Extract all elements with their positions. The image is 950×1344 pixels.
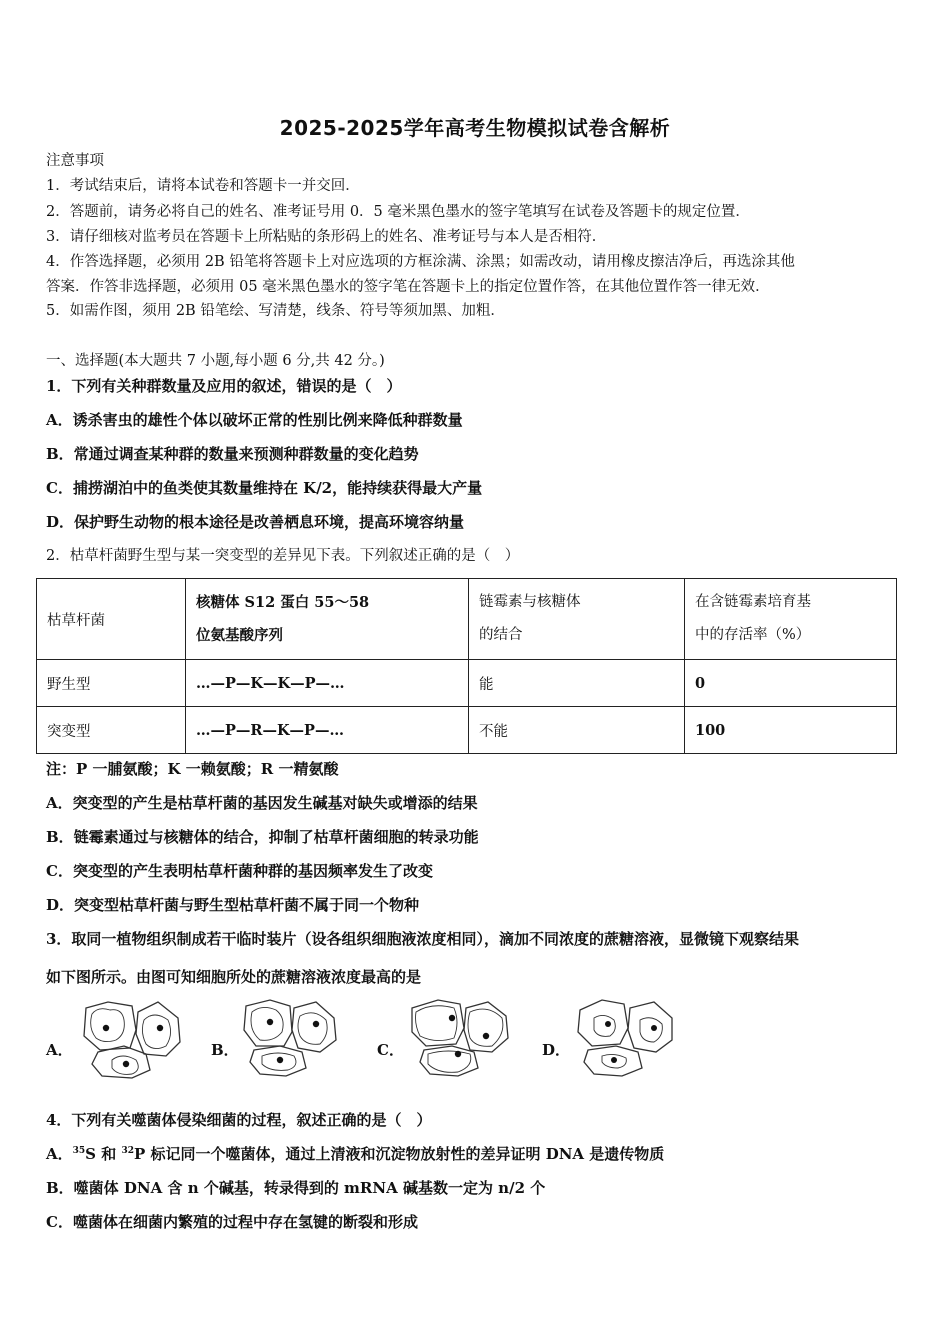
notice-item: 4．作答选择题，必须用 2B 铅笔将答题卡上对应选项的方框涂满、涂黑；如需改动，请用橡皮擦洁净后，再选涂其他	[46, 254, 795, 270]
question-2-option-d: D．突变型枯草杆菌与野生型枯草杆菌不属于同一个物种	[46, 896, 420, 914]
table-header-cell	[186, 579, 469, 660]
table-cell: 突变型	[37, 707, 186, 754]
question-3-stem: 3．取同一植物组织制成若干临时装片（设各组织细胞液浓度相同），滴加不同浓度的蔗糖溶液，显微镜下观察结果	[46, 930, 799, 948]
header-line: 核糖体 S12 蛋白 55～58	[196, 594, 370, 611]
plant-cell-figure-a	[78, 998, 186, 1080]
notice-item: 2．答题前，请务必将自己的姓名、准考证号用 0．5 毫米黑色墨水的签字笔填写在试卷及答题卡的规定位置．	[46, 204, 750, 220]
question-1-option-d: D．保护野生动物的根本途径是改善栖息环境，提高环境容纳量	[46, 513, 465, 531]
header-line: 链霉素与核糖体	[479, 594, 581, 610]
notice-heading: 注意事项	[46, 153, 104, 169]
table-cell: …—P—K—K—P—…	[186, 660, 469, 707]
question-2-option-a: A．突变型的产生是枯草杆菌的基因发生碱基对缺失或增添的结果	[46, 794, 478, 812]
question-1-option-a: A．诱杀害虫的雄性个体以破坏正常的性别比例来降低种群数量	[46, 411, 463, 429]
question-4-option-a	[46, 1144, 664, 1164]
plant-cell-figure-d	[574, 998, 676, 1078]
table-header-cell	[469, 579, 685, 660]
section-heading: 一、选择题(本大题共 7 小题,每小题 6 分,共 42 分。)	[46, 353, 385, 369]
table-cell: 0	[685, 660, 897, 707]
table-cell: …—P—R—K—P—…	[186, 707, 469, 754]
option-text: S 和	[85, 1145, 122, 1163]
plant-cell-figure-c	[408, 998, 510, 1078]
table-cell: 100	[685, 707, 897, 754]
question-2-option-b: B．链霉素通过与核糖体的结合，抑制了枯草杆菌细胞的转录功能	[46, 828, 479, 846]
table-cell: 野生型	[37, 660, 186, 707]
question-2-stem: 2．枯草杆菌野生型与某一突变型的差异见下表。下列叙述正确的是（ ）	[46, 548, 520, 564]
header-line: 的结合	[479, 627, 523, 643]
isotope-superscript: 32	[121, 1146, 134, 1156]
figure-label-c: C．	[377, 1041, 404, 1059]
notice-item: 1．考试结束后，请将本试卷和答题卡一并交回．	[46, 178, 360, 194]
question-4-option-b: B．噬菌体 DNA 含 n 个碱基，转录得到的 mRNA 碱基数一定为 n/2 个	[46, 1179, 546, 1197]
table-cell: 不能	[469, 707, 685, 754]
isotope-superscript: 35	[72, 1146, 86, 1156]
notice-item: 5．如需作图，须用 2B 铅笔绘、写清楚，线条、符号等须加黑、加粗．	[46, 303, 505, 319]
notice-item: 答案．作答非选择题，必须用 05 毫米黑色墨水的签字笔在答题卡上的指定位置作答，在其他位置作答一律无效．	[46, 279, 770, 295]
figure-label-a: A．	[46, 1041, 73, 1059]
question-1-option-c: C．捕捞湖泊中的鱼类使其数量维持在 K/2，能持续获得最大产量	[46, 479, 483, 497]
option-prefix: A．	[46, 1145, 73, 1163]
table-header-row	[37, 579, 897, 660]
mutation-table	[36, 578, 897, 754]
table-note: 注：P 一脯氨酸；K 一赖氨酸；R 一精氨酸	[46, 760, 339, 778]
table-row	[37, 660, 897, 707]
question-4-option-c: C．噬菌体在细菌内繁殖的过程中存在氢键的断裂和形成	[46, 1213, 418, 1231]
page-title: 2025-2025学年高考生物模拟试卷含解析	[279, 116, 671, 140]
figure-label-b: B．	[211, 1041, 239, 1059]
table-header-cell	[685, 579, 897, 660]
header-line: 位氨基酸序列	[196, 627, 283, 644]
question-2-option-c: C．突变型的产生表明枯草杆菌种群的基因频率发生了改变	[46, 862, 433, 880]
question-4-stem: 4．下列有关噬菌体侵染细菌的过程，叙述正确的是（ ）	[46, 1111, 432, 1129]
table-header-cell: 枯草杆菌	[37, 579, 186, 660]
plant-cell-figure-b	[240, 998, 340, 1078]
table-cell: 能	[469, 660, 685, 707]
notice-item: 3．请仔细核对监考员在答题卡上所粘贴的条形码上的姓名、准考证号与本人是否相符．	[46, 229, 607, 245]
header-line: 在含链霉素培育基	[695, 594, 811, 610]
question-1-stem: 1．下列有关种群数量及应用的叙述，错误的是（ ）	[46, 377, 402, 395]
question-1-option-b: B．常通过调查某种群的数量来预测种群数量的变化趋势	[46, 445, 419, 463]
table-row	[37, 707, 897, 754]
figure-label-d: D．	[542, 1041, 571, 1059]
header-line: 中的存活率（%）	[695, 627, 811, 643]
option-text: P 标记同一个噬菌体，通过上清液和沉淀物放射性的差异证明 DNA 是遗传物质	[133, 1145, 665, 1163]
question-3-stem: 如下图所示。由图可知细胞所处的蔗糖溶液浓度最高的是	[46, 968, 422, 986]
